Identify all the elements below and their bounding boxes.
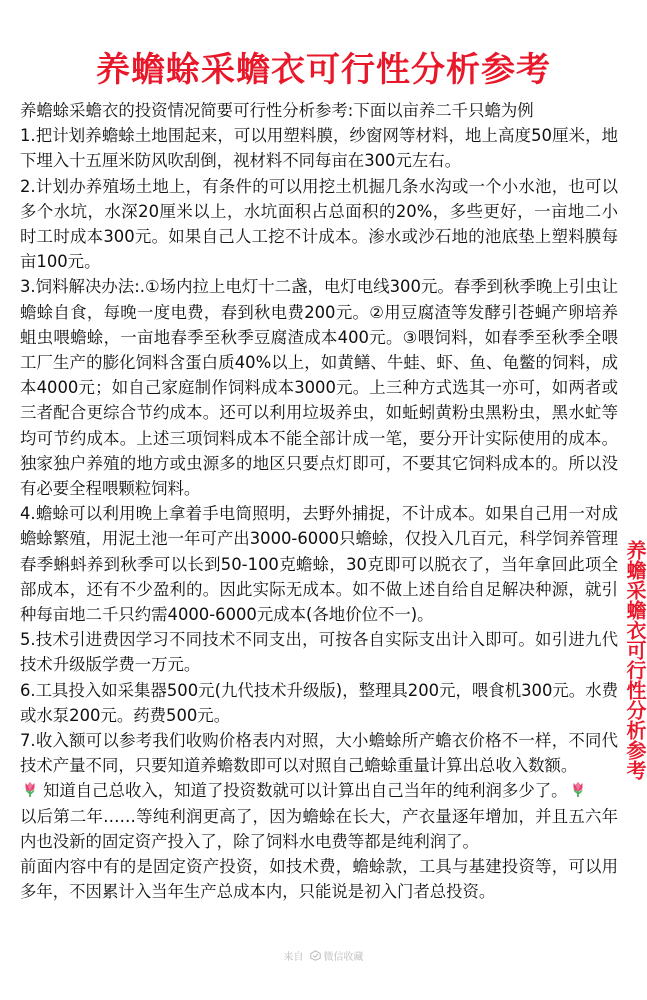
tulip-icon (569, 780, 587, 797)
item-5-paragraph: 5.技术引进费因学习不同技术不同支出，可按各自实际支出计入即可。如引进九代技术升级版学费一万元。 (20, 630, 618, 675)
second-year-paragraph: 以后第二年……等纯利润更高了，因为蟾蜍在长大，产衣量逐年增加，并且五六年内也没新的固定资产投入了，除了饲料水电费等都是纯利润了。 (20, 806, 618, 851)
profit-paragraph (20, 778, 618, 803)
wechat-collect-icon (310, 950, 321, 961)
footer-source: 微信收藏 (323, 952, 364, 963)
item-3-paragraph: 3.饲料解决办法:.①场内拉上电灯十二盏，电灯电线300元。春季到秋季晚上引虫让蟾蜍自食，每晚一度电费，春到秋电费200元。②用豆腐渣等发酵引苍蝇产卵培养蛆虫喂蟾蜍，一亩地春季至秋季豆腐渣成本400元。③喂饲料，如春季至秋季全喂工厂生产的膨化饲料含蛋白质40%以上，如黄鳝、牛蛙、虾、鱼、龟鳖的饲料，成本4000元；如自己家庭制作饲料成本3000元。上三种方式选其一亦可，如两者或三者配合更综合节约成本。还可以利用垃圾养虫，如蚯蚓黄粉虫黑粉虫，黑水虻等均可节约成本。上述三项饲料成本不能全部计成一笔，要分开计实际使用的成本。独家独户养殖的地方或虫源多的地区只要点灯即可，不要其它饲料成本的。所以没有必要全程喂颗粒饲料。 (20, 277, 618, 499)
profit-text: 知道自己总收入，知道了投资数就可以计算出自己当年的纯利润多少了。 (43, 781, 568, 801)
tulip-icon (21, 780, 39, 797)
item-7-paragraph: 7.收入额可以参考我们收购价格表内对照，大小蟾蜍所产蟾衣价格不一样，不同代技术产量不同，只要知道养蟾数即可以对照自己蟾蜍重量计算出总收入数额。 (20, 731, 618, 776)
item-2-paragraph: 2.计划办养殖场土地上，有条件的可以用挖土机掘几条水沟或一个小水池，也可以多个水坑，水深20厘米以上，水坑面积占总面积的20%，多些更好，一亩地二小时工时成本300元。如果自己人工挖不计成本。渗水或沙石地的池底垫上塑料膜每亩100元。 (20, 176, 618, 272)
side-caption: 养蟾采蟾衣可行性分析参考 (619, 540, 645, 780)
item-6-paragraph: 6.工具投入如采集器500元(九代技术升级版)，整理具200元，喂食机300元。水费或水泵200元。药费500元。 (20, 680, 618, 725)
footer (0, 950, 647, 966)
intro-paragraph: 养蟾蜍采蟾衣的投资情况简要可行性分析参考:下面以亩养二千只蟾为例 (20, 101, 534, 120)
item-1-paragraph: 1.把计划养蟾蜍土地围起来，可以用塑料膜，纱窗网等材料，地上高度50厘米，地下埋入十五厘米防风吹刮倒，视材料不同每亩在300元左右。 (20, 126, 618, 171)
footer-prefix: 来自 (283, 952, 304, 963)
item-4-paragraph: 4.蟾蜍可以利用晚上拿着手电筒照明，去野外捕捉，不计成本。如果自己用一对成蟾蜍繁殖，用泥土池一年可产出3000-6000只蟾蜍，仅投入几百元，科学饲养管理春季蝌蚪养到秋季可以长到50-100克蟾蜍，30克即可以脱衣了，当年拿回此项全部成本，还有不少盈利的。因此实际无成本。如不做上述自给自足解决种源，就引种每亩地二千只约需4000-6000元成本(各地价位不一)。 (20, 504, 618, 625)
page-title: 养蟾蜍采蟾衣可行性分析参考 (96, 50, 551, 90)
article-body (20, 98, 618, 905)
summary-paragraph: 前面内容中有的是固定资产投资，如技术费，蟾蜍款，工具与基建投资等，可以用多年，不因累计入当年生产总成本内，只能说是初入门者总投资。 (20, 857, 618, 902)
